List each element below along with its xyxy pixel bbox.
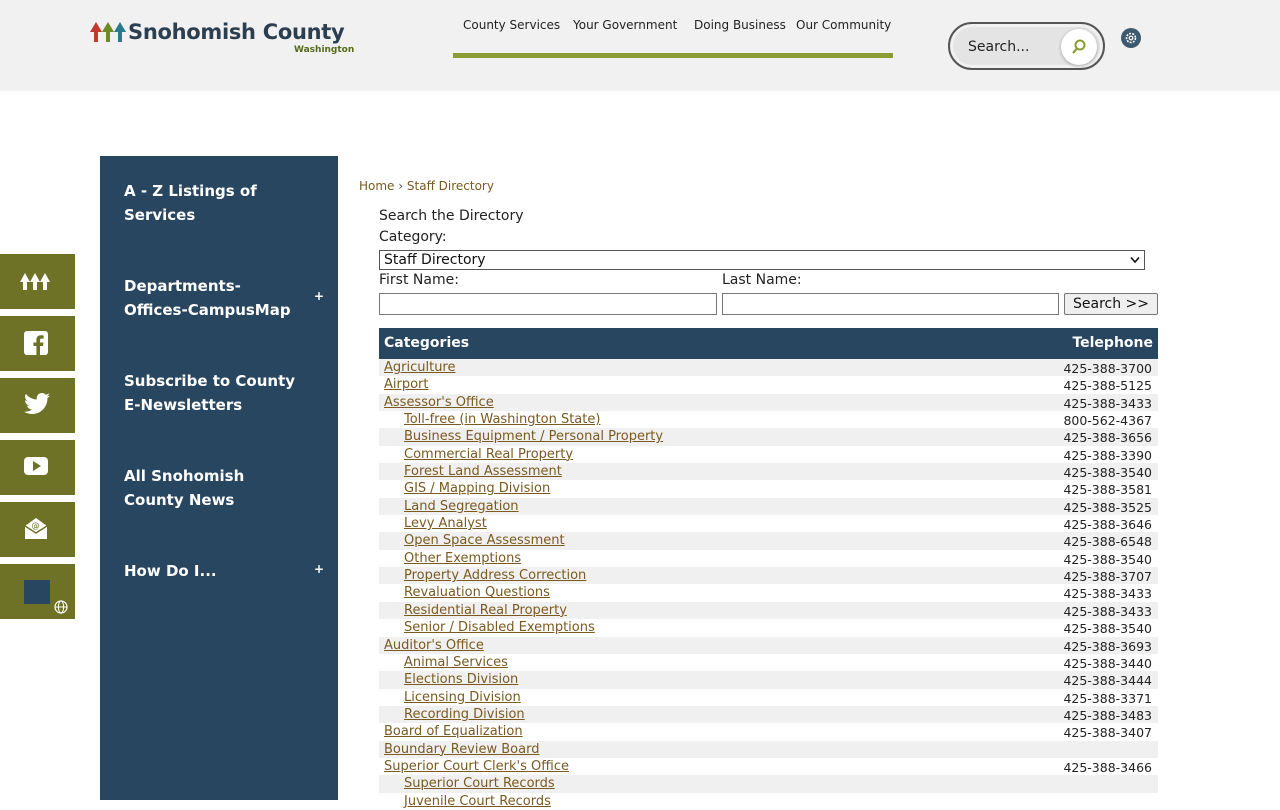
table-row — [379, 550, 1158, 567]
table-row — [379, 463, 1158, 480]
first-name-input[interactable] — [379, 293, 717, 315]
table-row — [379, 775, 1158, 792]
category-link[interactable]: Licensing Division — [404, 689, 521, 705]
table-row — [379, 602, 1158, 619]
category-link[interactable]: Land Segregation — [404, 498, 519, 514]
telephone-cell: 425-388-3407 — [1063, 725, 1152, 741]
table-row — [379, 515, 1158, 532]
twitter-link[interactable] — [0, 378, 75, 433]
telephone-cell: 425-388-3433 — [1063, 603, 1152, 619]
telephone-cell: 425-388-3390 — [1063, 447, 1152, 463]
category-link[interactable]: Superior Court Clerk's Office — [384, 758, 569, 774]
table-row — [379, 376, 1158, 393]
main-nav — [453, 18, 893, 58]
directory-table — [379, 328, 1158, 810]
sidebar-item-a-z-listings[interactable]: A - Z Listings of Services — [124, 182, 257, 224]
breadcrumb — [359, 179, 494, 193]
table-row — [379, 446, 1158, 463]
category-link[interactable]: Board of Equalization — [384, 724, 523, 740]
nav-your-government[interactable]: Your Government — [573, 18, 678, 32]
facebook-icon — [24, 331, 48, 355]
telephone-cell: 425-388-3646 — [1063, 517, 1152, 533]
email-link[interactable] — [0, 502, 75, 557]
telephone-cell: 425-388-5125 — [1063, 378, 1152, 394]
category-link[interactable]: Agriculture — [384, 360, 456, 375]
search-icon — [1071, 39, 1087, 55]
category-link[interactable]: Toll-free (in Washington State) — [404, 412, 601, 428]
email-icon — [24, 517, 50, 541]
search-input[interactable]: Search... — [968, 39, 1030, 55]
table-row — [379, 359, 1158, 376]
telephone-cell: 425-388-3444 — [1063, 673, 1152, 689]
category-link[interactable]: Senior / Disabled Exemptions — [404, 620, 595, 636]
header-telephone: Telephone — [1072, 335, 1153, 351]
table-row — [379, 654, 1158, 671]
category-label: Category: — [379, 229, 447, 245]
telephone-cell: 425-388-3540 — [1063, 621, 1152, 637]
breadcrumb-current[interactable]: Staff Directory — [406, 179, 494, 193]
table-row — [379, 411, 1158, 428]
last-name-input[interactable] — [722, 293, 1059, 315]
category-link[interactable]: Boundary Review Board — [384, 741, 540, 757]
nav-our-community[interactable]: Our Community — [796, 18, 892, 32]
category-link[interactable]: Revaluation Questions — [404, 585, 550, 601]
svg-text:@: @ — [31, 521, 40, 530]
expand-departments-icon[interactable]: + — [314, 289, 325, 303]
translate-button[interactable] — [24, 580, 50, 604]
sidebar-item-departments[interactable]: Departments-Offices-CampusMap — [124, 277, 291, 319]
search-directory-button[interactable]: Search >> — [1064, 293, 1158, 315]
category-link[interactable]: GIS / Mapping Division — [404, 481, 551, 497]
sidebar-item-subscribe[interactable]: Subscribe to County E-Newsletters — [124, 372, 296, 414]
telephone-cell: 425-388-3440 — [1063, 655, 1152, 671]
telephone-cell: 425-388-3700 — [1063, 361, 1152, 376]
category-link[interactable]: Commercial Real Property — [404, 446, 574, 462]
nav-doing-business[interactable]: Doing Business — [694, 18, 786, 32]
table-row — [379, 758, 1158, 775]
header-categories: Categories — [384, 335, 470, 351]
table-row — [379, 671, 1158, 688]
category-link[interactable]: Residential Real Property — [404, 602, 567, 618]
table-row — [379, 723, 1158, 740]
expand-how-do-i-icon[interactable]: + — [314, 562, 325, 576]
table-row — [379, 498, 1158, 515]
category-select-value: Staff Directory — [384, 252, 486, 268]
table-row — [379, 584, 1158, 601]
table-row — [379, 619, 1158, 636]
telephone-cell: 425-388-3540 — [1063, 551, 1152, 567]
youtube-link[interactable] — [0, 440, 75, 495]
category-link[interactable]: Other Exemptions — [404, 550, 522, 566]
category-link[interactable]: Property Address Correction — [404, 568, 587, 584]
last-name-label: Last Name: — [722, 272, 802, 288]
first-name-label: First Name: — [379, 272, 459, 288]
telephone-cell: 425-388-3707 — [1063, 569, 1152, 585]
telephone-cell: 425-388-3466 — [1063, 759, 1152, 775]
telephone-cell: 425-388-3371 — [1063, 690, 1152, 706]
category-link[interactable]: Superior Court Records — [404, 776, 555, 792]
twitter-icon — [24, 393, 50, 415]
category-link[interactable]: Animal Services — [404, 654, 508, 670]
sidebar-nav — [100, 156, 338, 800]
sidebar-item-county-news[interactable]: All Snohomish County News — [124, 467, 245, 509]
settings-button[interactable] — [1121, 28, 1141, 48]
tree-logo-icon — [90, 22, 126, 44]
table-row — [379, 637, 1158, 654]
telephone-cell: 425-388-3581 — [1063, 482, 1152, 498]
table-row — [379, 394, 1158, 411]
site-header — [0, 0, 1280, 91]
telephone-cell: 425-388-3656 — [1063, 430, 1152, 446]
search-button[interactable] — [1061, 29, 1097, 65]
sidebar-item-how-do-i[interactable]: How Do I... — [124, 562, 217, 580]
facebook-link[interactable] — [0, 316, 75, 371]
category-link[interactable]: Open Space Assessment — [404, 533, 565, 549]
telephone-cell: 425-388-3525 — [1063, 499, 1152, 515]
telephone-cell: 425-388-3433 — [1063, 586, 1152, 602]
table-row — [379, 480, 1158, 497]
category-link[interactable]: Juvenile Court Records — [404, 793, 551, 809]
category-select[interactable] — [379, 250, 1145, 270]
telephone-cell: 800-562-4367 — [1063, 413, 1152, 429]
site-search[interactable] — [948, 22, 1105, 70]
directory-search-title: Search the Directory — [379, 208, 524, 224]
category-link[interactable]: Forest Land Assessment — [404, 464, 562, 480]
table-header — [379, 328, 1158, 359]
category-link[interactable]: Business Equipment / Personal Property — [404, 429, 664, 445]
table-row — [379, 741, 1158, 758]
category-link[interactable]: Recording Division — [404, 706, 525, 722]
table-row — [379, 706, 1158, 723]
breadcrumb-home[interactable]: Home — [359, 179, 395, 193]
telephone-cell: 425-388-6548 — [1063, 534, 1152, 550]
table-body — [379, 359, 1158, 810]
county-logo[interactable] — [90, 18, 360, 58]
chevron-down-icon — [1130, 256, 1140, 264]
gear-icon — [1121, 28, 1141, 48]
category-link[interactable]: Elections Division — [404, 672, 519, 688]
telephone-cell: 425-388-3693 — [1063, 638, 1152, 654]
table-row — [379, 567, 1158, 584]
category-link[interactable]: Assessor's Office — [384, 394, 494, 410]
category-link[interactable]: Levy Analyst — [404, 516, 487, 532]
table-row — [379, 689, 1158, 706]
telephone-cell: 425-388-3483 — [1063, 707, 1152, 723]
logo-subtitle: Washington — [294, 45, 355, 55]
category-link[interactable]: Airport — [384, 377, 429, 393]
social-county-link[interactable] — [0, 254, 75, 309]
translate-icon — [48, 595, 74, 619]
youtube-icon — [24, 455, 50, 477]
county-logo-icon — [20, 270, 50, 294]
table-row — [379, 793, 1158, 810]
translate-link[interactable] — [0, 564, 75, 619]
breadcrumb-separator: › — [398, 179, 404, 193]
table-row — [379, 428, 1158, 445]
telephone-cell: 425-388-3433 — [1063, 395, 1152, 411]
nav-county-services[interactable]: County Services — [463, 18, 561, 32]
table-row — [379, 532, 1158, 549]
telephone-cell: 425-388-3540 — [1063, 465, 1152, 481]
logo-title: Snohomish County — [128, 20, 345, 44]
category-link[interactable]: Auditor's Office — [384, 637, 484, 653]
